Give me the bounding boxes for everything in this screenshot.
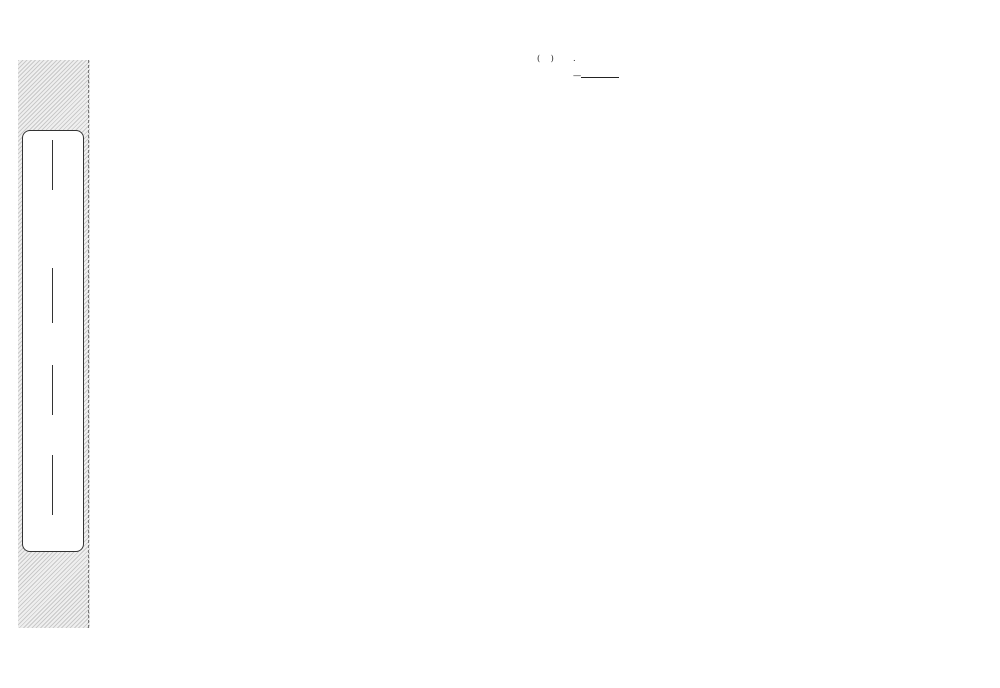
field-line (52, 455, 53, 515)
field-line (52, 365, 53, 415)
binding-strip (0, 0, 96, 688)
left-page (112, 0, 490, 68)
right-page (537, 50, 929, 83)
field-line (52, 268, 53, 323)
seal-line (88, 60, 89, 628)
question-10: ( ) . (537, 50, 929, 67)
student-info-box (22, 130, 84, 552)
field-line (52, 140, 53, 190)
question-number: . (573, 53, 576, 63)
question-reply: — (537, 67, 929, 84)
